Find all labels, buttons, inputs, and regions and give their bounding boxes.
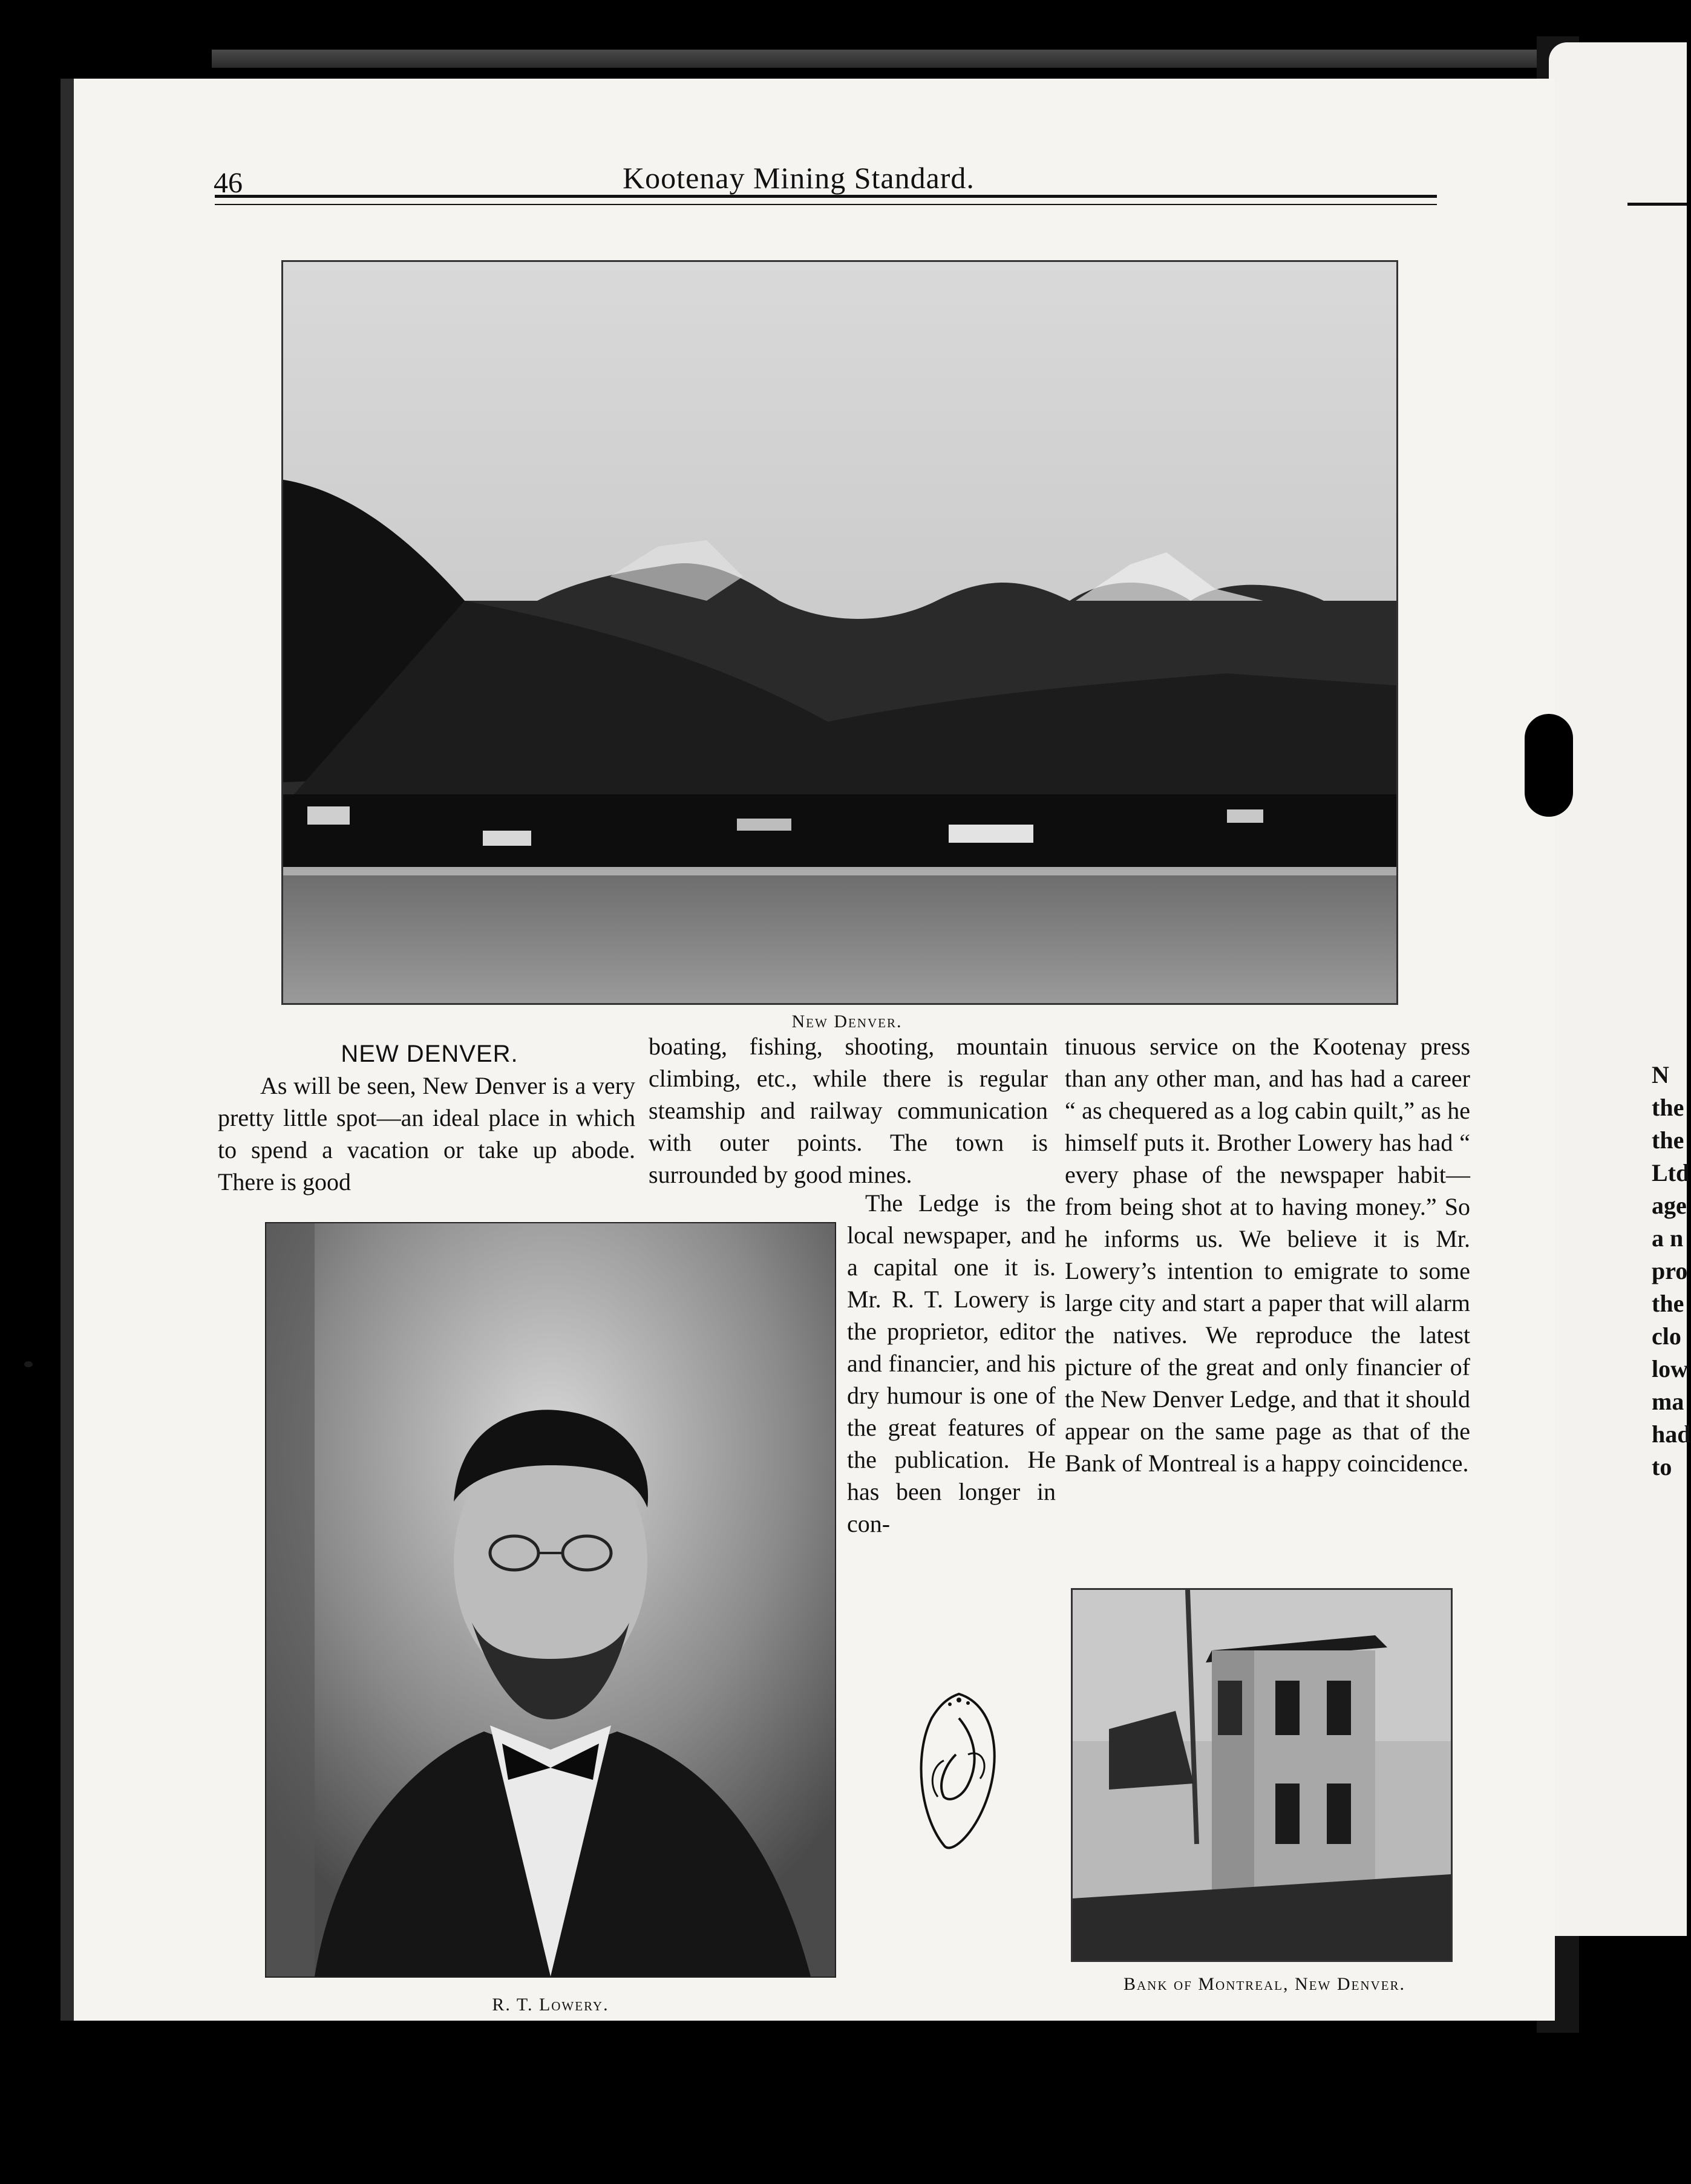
facing-line: the <box>1652 1126 1684 1154</box>
page-notch <box>1525 714 1573 817</box>
page-number: 46 <box>214 167 243 199</box>
facing-line: age <box>1652 1192 1687 1219</box>
paragraph: The Ledge is the local newspaper, and a capital one it is. Mr. R. T. Lowery is the proprietor, editor and financier, and his dry humour is one of the great features of the publication. He has been longer in con- <box>847 1189 1056 1537</box>
facing-line: ma <box>1652 1388 1684 1415</box>
paragraph: boating, fishing, shooting, mountain climbing, etc., while there is regular steamship and railway communication with outer points. The town is surrounded by good mines. <box>649 1033 1048 1188</box>
journal-title: Kootenay Mining Standard. <box>623 161 975 195</box>
portrait-caption: R. T. Lowery. <box>492 1995 609 2015</box>
facing-page-rule <box>1627 203 1687 211</box>
facing-line: low <box>1652 1355 1688 1382</box>
bank-of-montreal-photo <box>1071 1588 1453 1962</box>
text-column-1 <box>218 1070 635 1198</box>
floral-ornament <box>908 1682 1010 1863</box>
header-rule <box>215 195 1437 205</box>
landscape-image <box>283 262 1396 1003</box>
facing-line: clo <box>1652 1322 1681 1350</box>
facing-line: a n <box>1652 1224 1684 1252</box>
facing-page-text <box>1652 1059 1691 1483</box>
bank-caption: Bank of Montreal, New Denver. <box>1124 1974 1405 1994</box>
facing-line: N <box>1652 1061 1669 1088</box>
article-heading: NEW DENVER. <box>341 1041 518 1067</box>
text-column-2-side <box>847 1187 1056 1540</box>
paragraph: As will be seen, New Denver is a very pretty little spot—an ideal place in which to spend a vacation or take up abode. There is good <box>218 1072 635 1195</box>
portrait-image <box>266 1223 835 1976</box>
paragraph: tinuous service on the Kootenay press than any other man, and has had a career “ as chequered as a log cabin quilt,” as he himself puts it. Brother Lowery has had “ every phase of the newspaper habit—from being shot at to having money.” So he informs us. We believe it is Mr. Lowery’s intention to emigrate to some large city and start a paper that will alarm the natives. We reproduce the latest picture of the great and only financier of the New Denver Ledge, and that it should appear on the same page as that of the Bank of Montreal is a happy coincidence. <box>1065 1033 1470 1477</box>
landscape-caption: New Denver. <box>791 1012 903 1032</box>
text-column-2-top <box>649 1030 1048 1191</box>
facing-line: the <box>1652 1290 1684 1317</box>
scan-speck <box>24 1361 33 1367</box>
new-denver-landscape-photo <box>281 260 1398 1005</box>
facing-line: pro <box>1652 1257 1688 1284</box>
lowery-portrait-photo <box>265 1222 836 1978</box>
book-edge <box>212 50 1537 68</box>
facing-line: the <box>1652 1094 1684 1121</box>
facing-line: had <box>1652 1421 1691 1448</box>
bank-image <box>1073 1590 1451 1960</box>
facing-line: to <box>1652 1453 1672 1480</box>
ornament-icon <box>908 1682 1010 1863</box>
text-column-3 <box>1065 1030 1470 1479</box>
facing-line: Ltd <box>1652 1159 1690 1186</box>
facing-page <box>1549 42 1691 1936</box>
